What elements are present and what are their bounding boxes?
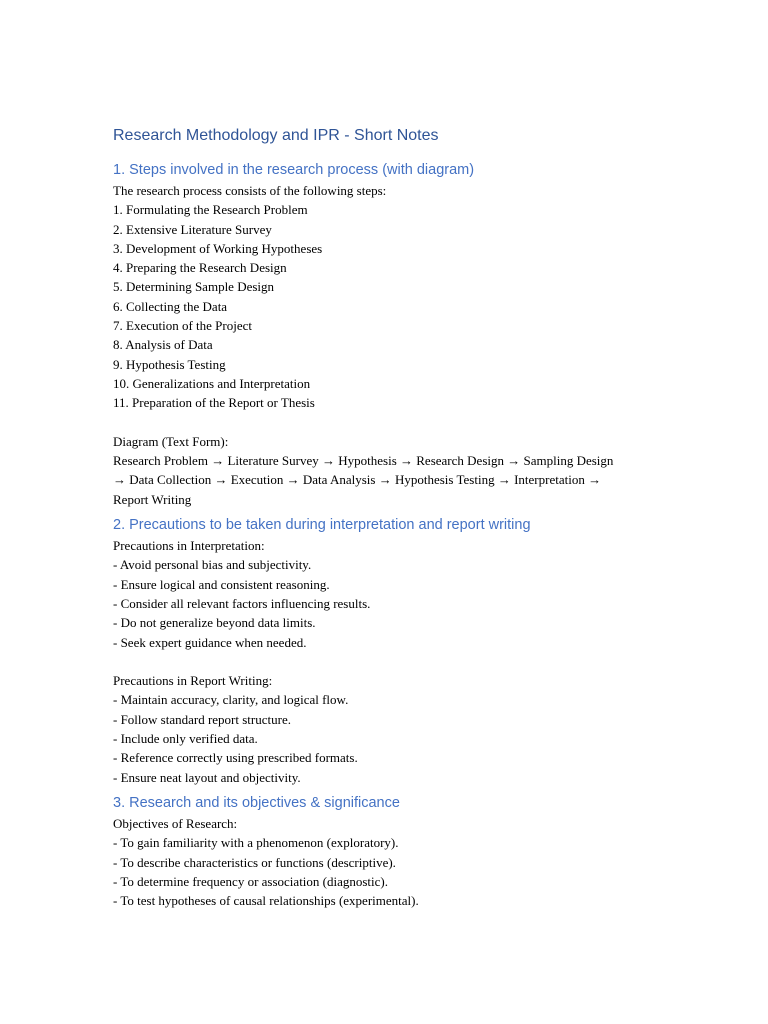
document-page	[113, 123, 713, 910]
text-line: - To gain familiarity with a phenomenon (exploratory).	[113, 835, 399, 851]
text-line: Precautions in Interpretation:	[113, 538, 265, 554]
text-line: - Maintain accuracy, clarity, and logical flow.	[113, 692, 349, 708]
section-heading: 3. Research and its objectives & significance	[113, 794, 400, 811]
text-line: The research process consists of the following steps:	[113, 183, 387, 198]
text-line: - To describe characteristics or functions (descriptive).	[113, 854, 396, 870]
text-line: - Reference correctly using prescribed formats.	[113, 750, 358, 766]
text-line: - To determine frequency or association (diagnostic).	[113, 873, 389, 889]
text-line: - Follow standard report structure.	[113, 711, 291, 727]
text-line: - Do not generalize beyond data limits.	[113, 615, 316, 631]
text-line: Objectives of Research:	[113, 815, 238, 831]
text-line: 2. Extensive Literature Survey	[113, 221, 272, 237]
blank-line	[113, 652, 713, 671]
text-line: 10. Generalizations and Interpretation	[113, 375, 311, 391]
text-line: 4. Preparing the Research Design	[113, 260, 287, 276]
text-line: - Avoid personal bias and subjectivity.	[113, 557, 312, 573]
text-line: 5. Determining Sample Design	[113, 279, 275, 295]
text-line: - To test hypotheses of causal relationships (experimental).	[113, 893, 419, 909]
text-line: 8. Analysis of Data	[113, 337, 213, 353]
text-line: - Seek expert guidance when needed.	[113, 634, 307, 650]
text-line: - Include only verified data.	[113, 731, 258, 747]
document-title: Research Methodology and IPR - Short Notes	[113, 127, 439, 144]
text-line: Precautions in Report Writing:	[113, 673, 273, 689]
text-line: Report Writing	[113, 491, 192, 507]
text-line: - Consider all relevant factors influencing results.	[113, 595, 371, 611]
document-body	[113, 159, 713, 910]
text-line: → Data Collection → Execution → Data Analysis → Hypothesis Testing → Interpretation →	[113, 472, 602, 488]
text-line: 1. Formulating the Research Problem	[113, 202, 308, 218]
blank-line	[113, 413, 713, 432]
spacer	[113, 149, 713, 159]
text-line: 6. Collecting the Data	[113, 298, 228, 314]
text-line: Research Problem → Literature Survey → Hypothesis → Research Design → Sampling Design	[113, 453, 614, 469]
text-line: 3. Development of Working Hypotheses	[113, 240, 323, 256]
text-line: - Ensure neat layout and objectivity.	[113, 769, 301, 785]
text-line: 11. Preparation of the Report or Thesis	[113, 395, 315, 411]
text-line: - Ensure logical and consistent reasoning.	[113, 576, 330, 592]
section-heading: 2. Precautions to be taken during interpretation and report writing	[113, 517, 531, 534]
text-line: 7. Execution of the Project	[113, 318, 252, 334]
text-line: 9. Hypothesis Testing	[113, 356, 226, 372]
text-line: Diagram (Text Form):	[113, 433, 229, 449]
section-heading: 1. Steps involved in the research process (with diagram)	[113, 162, 475, 178]
